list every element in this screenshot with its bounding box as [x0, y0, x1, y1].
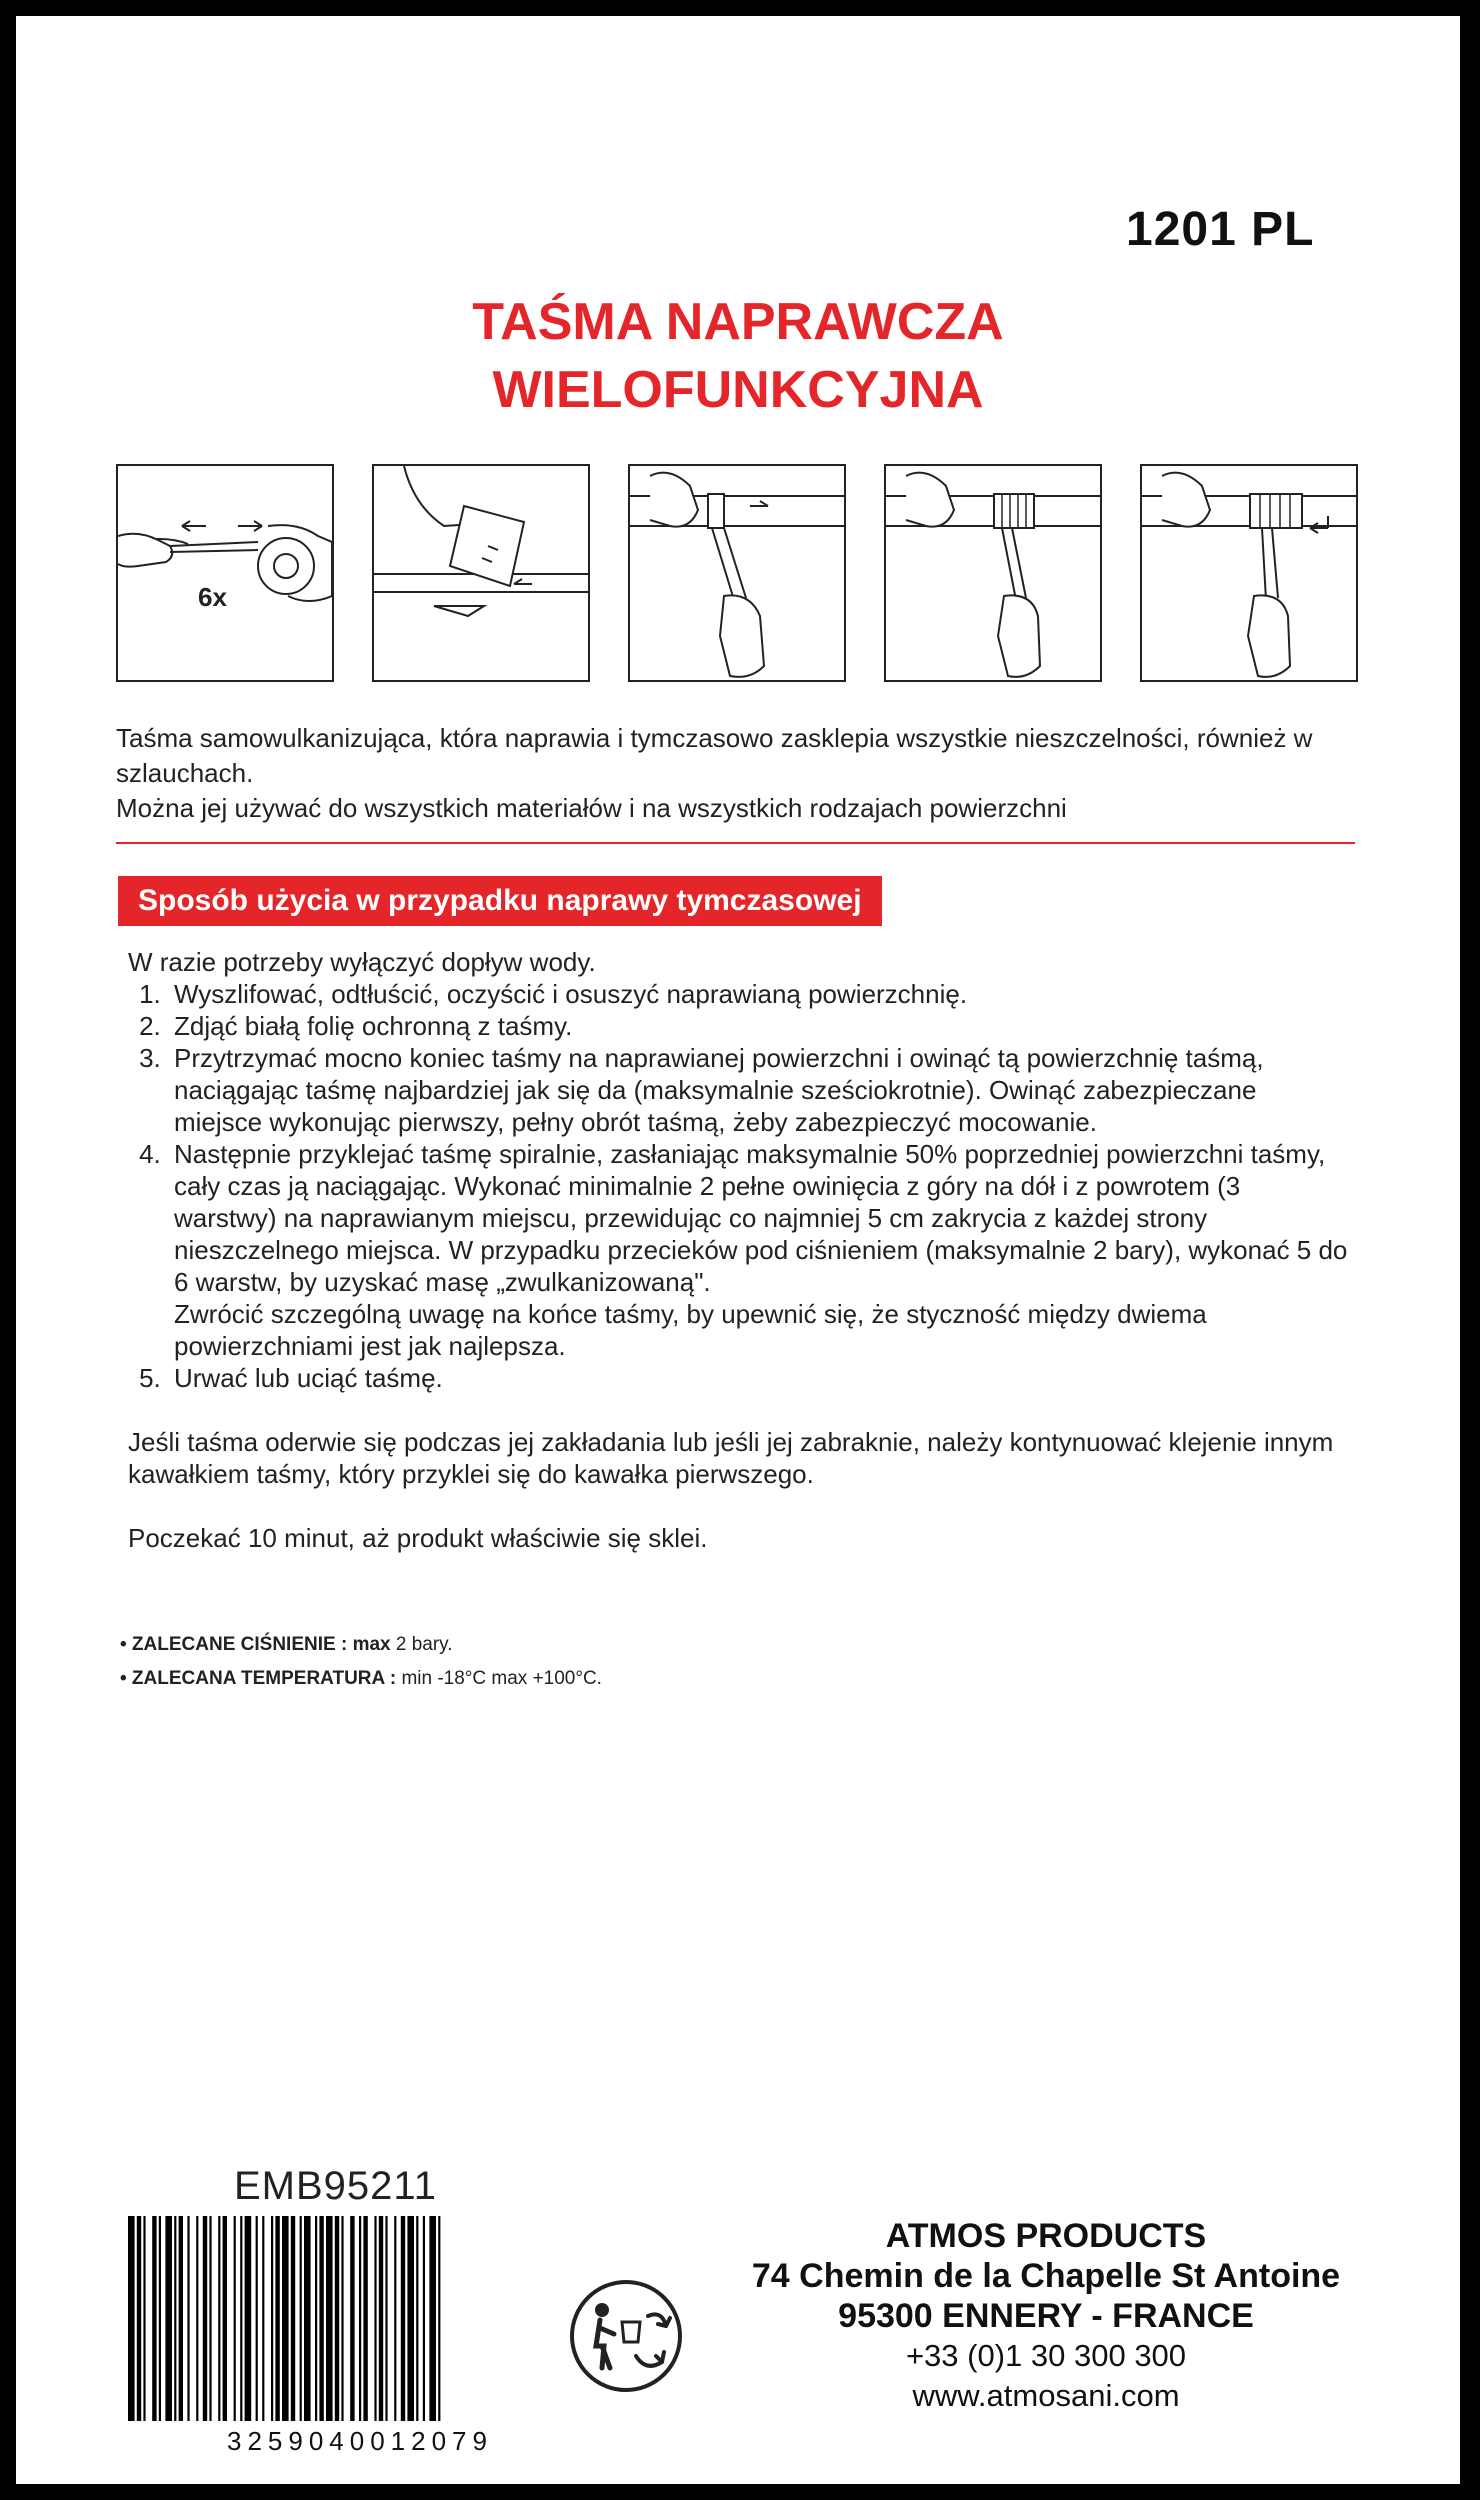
barcode-bar: [271, 2216, 273, 2421]
step-5-finish-wrap-image: [1140, 464, 1358, 682]
usage-step-4-note: Zwrócić szczególną uwagę na końce taśmy, by upewnić się, że styczność między dwiema powierzchniami jest jak najlepsza.: [174, 1299, 1207, 1361]
spec-pressure-max: max: [352, 1634, 391, 1655]
step-1-stretch-tape-image: [116, 464, 334, 682]
barcode-bar: [245, 2216, 252, 2421]
title-line-2: WIELOFUNKCYJNA: [492, 361, 984, 419]
barcode-bar: [319, 2216, 323, 2421]
barcode-bar: [341, 2216, 343, 2421]
barcode-bar: [300, 2216, 302, 2421]
usage-lead: W razie potrzeby wyłączyć dopływ wody.: [128, 947, 596, 977]
barcode-bar: [379, 2216, 383, 2421]
product-code: 1201 PL: [1126, 203, 1315, 256]
emb-code: EMB95211: [234, 2164, 437, 2208]
barcode-bar: [196, 2216, 198, 2421]
company-street: 74 Chemin de la Chapelle St Antoine: [751, 2257, 1341, 2295]
company-phone: +33 (0)1 30 300 300: [905, 2338, 1187, 2373]
barcode-bar: [256, 2216, 258, 2421]
spec-temperature-label: • ZALECANA TEMPERATURA :: [120, 1668, 397, 1689]
barcode-bar: [335, 2216, 339, 2421]
barcode-bar: [152, 2216, 156, 2421]
barcode-bar: [401, 2216, 405, 2421]
usage-step-2: 2. Zdjąć białą folię ochronną z taśmy.: [168, 1010, 1348, 1042]
barcode-bar: [159, 2216, 161, 2421]
barcode-bar: [275, 2216, 279, 2421]
barcode-bar: [326, 2216, 333, 2421]
barcode: [124, 2216, 596, 2456]
barcode-bar: [128, 2216, 135, 2421]
barcode-bar: [187, 2216, 189, 2421]
spec-pressure-value: 2 bary.: [395, 1634, 453, 1655]
spec-pressure: [120, 1628, 602, 1662]
usage-step-4-text: Następnie przyklejać taśmę spiralnie, zasłaniając maksymalnie 50% poprzedniej powierzchni taśmy, cały czas ją naciągając. Wykonać minimalnie 2 pełne owinięcia z góry na dół i z powrotem (3 warstwy) na naprawianym miejscu, przewidując co najmniej 5 cm zakrycia z każdej strony nieszczelnego miejsca. W przypadku przecieków pod ciśnieniem (maksymalnie 2 bary), wykonać 5 do 6 warstw, by uzyskać masę „zwulkanizowaną".: [174, 1139, 1348, 1297]
barcode-bar: [363, 2216, 367, 2421]
product-intro: [116, 721, 1352, 826]
company-name: ATMOS PRODUCTS: [885, 2217, 1207, 2255]
barcode-bar: [203, 2216, 207, 2421]
barcode-bar: [350, 2216, 354, 2421]
barcode-bar: [438, 2216, 440, 2421]
barcode-bar: [416, 2216, 418, 2421]
step-1-label: 6x: [198, 582, 227, 612]
spec-temperature-value: min -18°C max +100°C.: [401, 1668, 602, 1689]
barcode-bars: [128, 2216, 440, 2421]
barcode-bar: [137, 2216, 141, 2421]
barcode-bar: [315, 2216, 317, 2421]
spec-temperature: [120, 1662, 602, 1696]
spec-pressure-label: • ZALECANE CIŚNIENIE :: [120, 1634, 348, 1655]
barcode-bar: [165, 2216, 172, 2421]
steps-illustration: [116, 464, 1352, 704]
barcode-bar: [240, 2216, 242, 2421]
barcode-bar: [291, 2216, 295, 2421]
usage-paragraph-1: Jeśli taśma oderwie się podczas jej zakładania lub jeśli jej zabraknie, należy kontynuować klejenie innym kawałkiem taśmy, który przyklei się do kawałka pierwszego.: [128, 1427, 1334, 1489]
barcode-bar: [407, 2216, 414, 2421]
barcode-bar: [429, 2216, 436, 2421]
usage-section-heading: Sposób użycia w przypadku naprawy tymczasowej: [118, 876, 882, 926]
specifications: [120, 1628, 602, 1696]
usage-steps-list: [128, 978, 1348, 1394]
barcode-bar: [209, 2216, 211, 2421]
product-title: [16, 288, 1460, 424]
product-label: [16, 16, 1460, 2484]
step-4-spiral-wrap-image: [884, 464, 1102, 682]
barcode-bar: [304, 2216, 311, 2421]
barcode-bar: [394, 2216, 396, 2421]
usage-instructions: [128, 946, 1348, 1554]
company-info: [716, 2216, 1376, 2416]
recycle-triman-icon: [566, 2276, 686, 2396]
intro-line-2: Można jej używać do wszystkich materiałów i na wszystkich rodzajach powierzchni: [116, 793, 1067, 823]
barcode-bar: [218, 2216, 220, 2421]
title-line-1: TAŚMA NAPRAWCZA: [472, 293, 1004, 351]
divider: [116, 842, 1355, 844]
barcode-digits: 3259040012079: [227, 2426, 493, 2456]
usage-step-1: 1. Wyszlifować, odtłuścić, oczyścić i osuszyć naprawianą powierzchnię.: [168, 978, 1348, 1010]
barcode-bar: [262, 2216, 264, 2421]
barcode-bar: [385, 2216, 387, 2421]
barcode-bar: [423, 2216, 425, 2421]
usage-paragraph-2: Poczekać 10 minut, aż produkt właściwie się sklei.: [128, 1523, 708, 1553]
intro-line-1: Taśma samowulkanizująca, która naprawia i tymczasowo zasklepia wszystkie nieszczelności, również w szlauchach.: [116, 723, 1313, 788]
barcode-bar: [234, 2216, 236, 2421]
usage-step-4: [168, 1138, 1348, 1362]
barcode-bar: [374, 2216, 376, 2421]
step-2-peel-film-image: [372, 464, 590, 682]
barcode-bar: [179, 2216, 183, 2421]
barcode-bar: [223, 2216, 227, 2421]
usage-step-5: 5. Urwać lub uciąć taśmę.: [168, 1362, 1348, 1394]
company-website[interactable]: www.atmosani.com: [912, 2378, 1180, 2413]
usage-step-3: 3. Przytrzymać mocno koniec taśmy na naprawianej powierzchni i owinąć tą powierzchnię taśmą, naciągając taśmę najbardziej jak się da (maksymalnie sześciokrotnie). Owinąć zabezpieczane miejsce wykonując pierwszy, pełny obrót taśmą, żeby zabezpieczyć mocowanie.: [168, 1042, 1348, 1138]
barcode-bar: [174, 2216, 176, 2421]
barcode-bar: [282, 2216, 289, 2421]
barcode-bar: [143, 2216, 145, 2421]
step-3-wrap-tape-image: [628, 464, 846, 682]
company-city: 95300 ENNERY - FRANCE: [838, 2297, 1254, 2335]
barcode-bar: [359, 2216, 361, 2421]
